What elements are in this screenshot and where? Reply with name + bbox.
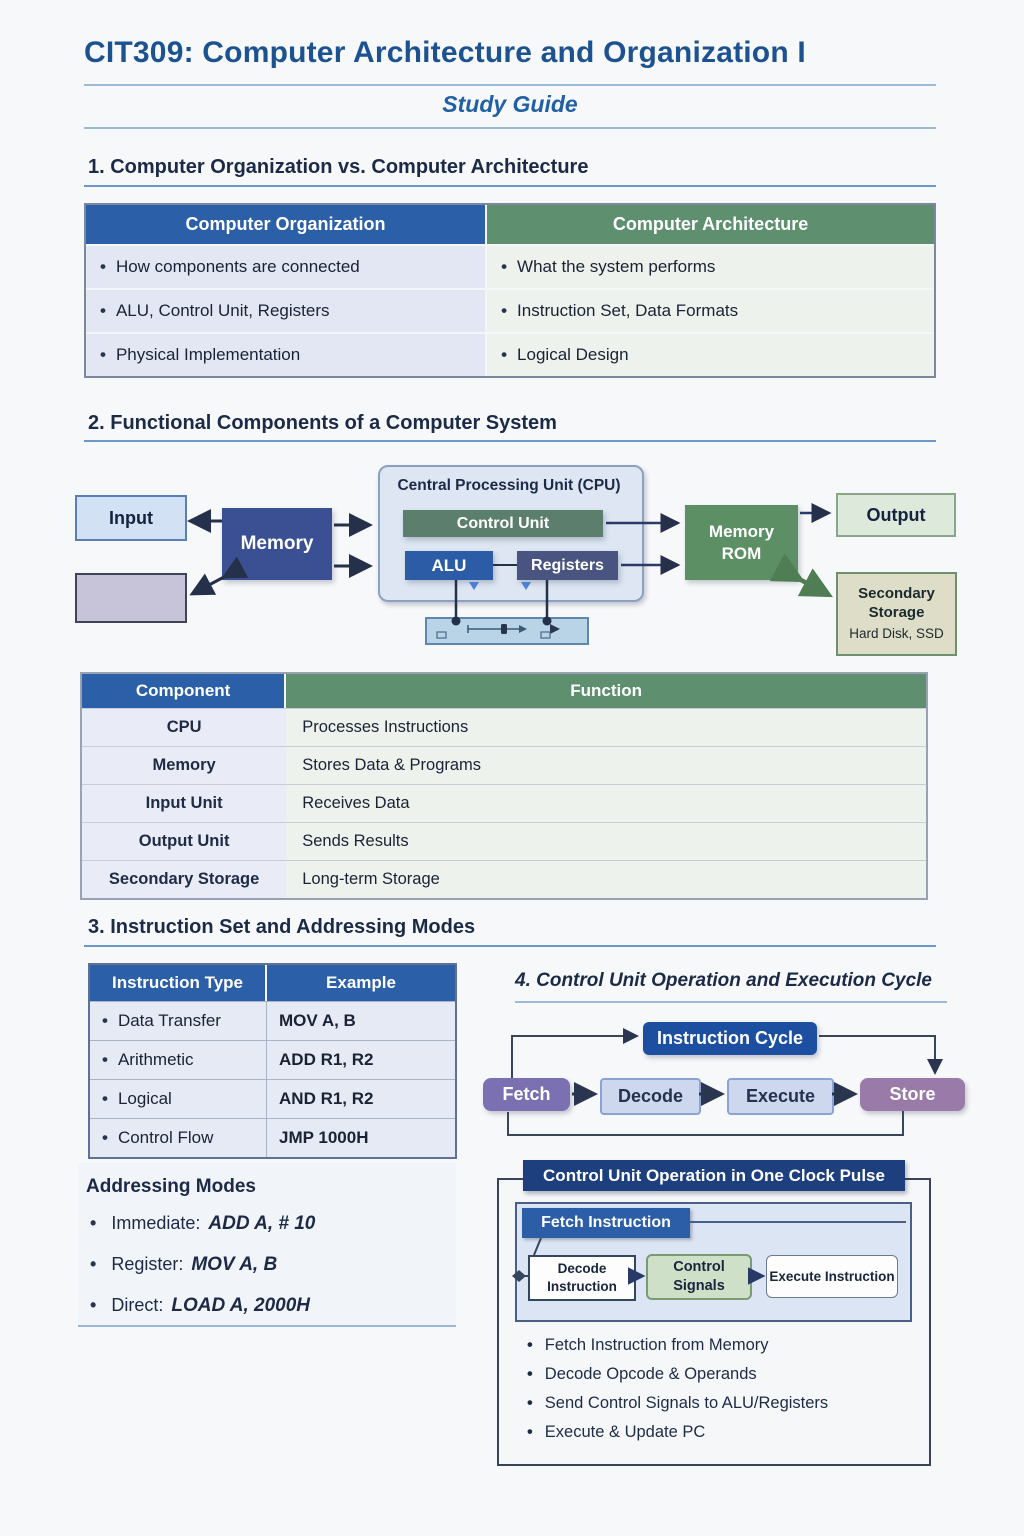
section3-divider: [84, 945, 936, 947]
diagram-arrows: [0, 455, 1024, 665]
cycle-arrows: [0, 1015, 1024, 1165]
table-cell: AND R1, R2: [267, 1079, 455, 1118]
table-cell: Long-term Storage: [286, 860, 926, 898]
execute-label: Execute: [745, 1086, 816, 1106]
store-label: Store: [889, 1084, 936, 1104]
table-cell: Memory: [82, 746, 286, 784]
clock-pulse-bullet: • Send Control Signals to ALU/Registers: [527, 1394, 828, 1413]
rom-label-line1: Memory: [708, 522, 775, 542]
table-cell: • Data Transfer: [90, 1001, 267, 1040]
instruction-cycle-label: Instruction Cycle: [656, 1028, 804, 1048]
section2-divider: [84, 440, 936, 442]
clock-pulse-arrows: [0, 1150, 1024, 1470]
addressing-code: ADD A, # 10: [208, 1213, 316, 1234]
section3-heading: 3. Instruction Set and Addressing Modes: [88, 916, 476, 938]
table-cell: • Logical Design: [487, 332, 934, 376]
cpu-title: Central Processing Unit (CPU): [397, 477, 621, 494]
addressing-modes-heading: Addressing Modes: [86, 1176, 256, 1197]
table-cell: • Physical Implementation: [86, 332, 487, 376]
functional-components-diagram: [0, 455, 1024, 665]
table-cell: • Control Flow: [90, 1118, 267, 1157]
decode-instruction-label: Decode Instruction: [547, 1261, 617, 1294]
registers-label: Registers: [531, 556, 604, 574]
org-vs-arch-table: [84, 203, 936, 378]
table-cell: • Logical: [90, 1079, 267, 1118]
section4-divider: [515, 1001, 947, 1003]
table-cell: • Arithmetic: [90, 1040, 267, 1079]
decode-label: Decode: [617, 1086, 684, 1106]
section4-heading: 4. Control Unit Operation and Execution Cycle: [515, 970, 932, 991]
addressing-label: Register:: [111, 1254, 184, 1274]
table-header: Component: [82, 674, 286, 708]
addressing-code: MOV A, B: [191, 1254, 278, 1275]
rom-label-line2: ROM: [721, 543, 762, 563]
table-cell: Sends Results: [286, 822, 926, 860]
table-cell: CPU: [82, 708, 286, 746]
title-divider: [84, 84, 936, 86]
input-label: Input: [109, 507, 153, 528]
table-cell: ADD R1, R2: [267, 1040, 455, 1079]
page-title: CIT309: Computer Architecture and Organization I: [84, 36, 806, 69]
table-cell: • Instruction Set, Data Formats: [487, 288, 934, 332]
table-cell: • ALU, Control Unit, Registers: [86, 288, 487, 332]
addressing-label: Immediate:: [111, 1213, 201, 1233]
fetch-label: Fetch: [502, 1084, 551, 1104]
clock-pulse-bullet: • Execute & Update PC: [527, 1423, 705, 1442]
table-header: Instruction Type: [90, 965, 267, 1001]
section1-divider: [84, 185, 936, 187]
table-cell: Secondary Storage: [82, 860, 286, 898]
table-cell: Input Unit: [82, 784, 286, 822]
table-cell: MOV A, B: [267, 1001, 455, 1040]
section1-heading: 1. Computer Organization vs. Computer Architecture: [88, 156, 589, 178]
memory-label: Memory: [240, 533, 314, 554]
clock-pulse-bullet: • Decode Opcode & Operands: [527, 1365, 757, 1384]
fetch-instruction-label: Fetch Instruction: [541, 1214, 671, 1231]
table-cell: Receives Data: [286, 784, 926, 822]
table-header: Function: [286, 674, 926, 708]
subtitle-divider: [84, 127, 936, 129]
table-cell: • How components are connected: [86, 244, 487, 288]
page-subtitle: Study Guide: [442, 91, 578, 117]
section2-heading: 2. Functional Components of a Computer System: [88, 412, 557, 434]
table-cell: • What the system performs: [487, 244, 934, 288]
control-signals-label: Control Signals: [673, 1259, 725, 1294]
table-header: Computer Architecture: [487, 205, 934, 244]
execute-instruction-label: Execute Instruction: [769, 1269, 895, 1284]
component-function-table: [80, 672, 928, 900]
addressing-label: Direct:: [111, 1295, 164, 1315]
table-cell: Output Unit: [82, 822, 286, 860]
clock-pulse-title: Control Unit Operation in One Clock Pulse: [543, 1165, 885, 1185]
addressing-code: LOAD A, 2000H: [171, 1295, 311, 1316]
table-cell: Stores Data & Programs: [286, 746, 926, 784]
control-unit-label: Control Unit: [456, 514, 550, 532]
table-header: Example: [267, 965, 455, 1001]
clock-pulse-bullet: • Fetch Instruction from Memory: [527, 1336, 769, 1355]
secondary-storage-sub: Hard Disk, SSD: [849, 626, 944, 642]
instruction-cycle-diagram: [0, 1015, 1024, 1165]
table-header: Computer Organization: [86, 205, 487, 244]
secondary-storage-label: Secondary Storage: [858, 584, 935, 621]
output-label: Output: [866, 504, 926, 525]
table-cell: Processes Instructions: [286, 708, 926, 746]
alu-label: ALU: [431, 555, 467, 575]
table-cell: JMP 1000H: [267, 1118, 455, 1157]
